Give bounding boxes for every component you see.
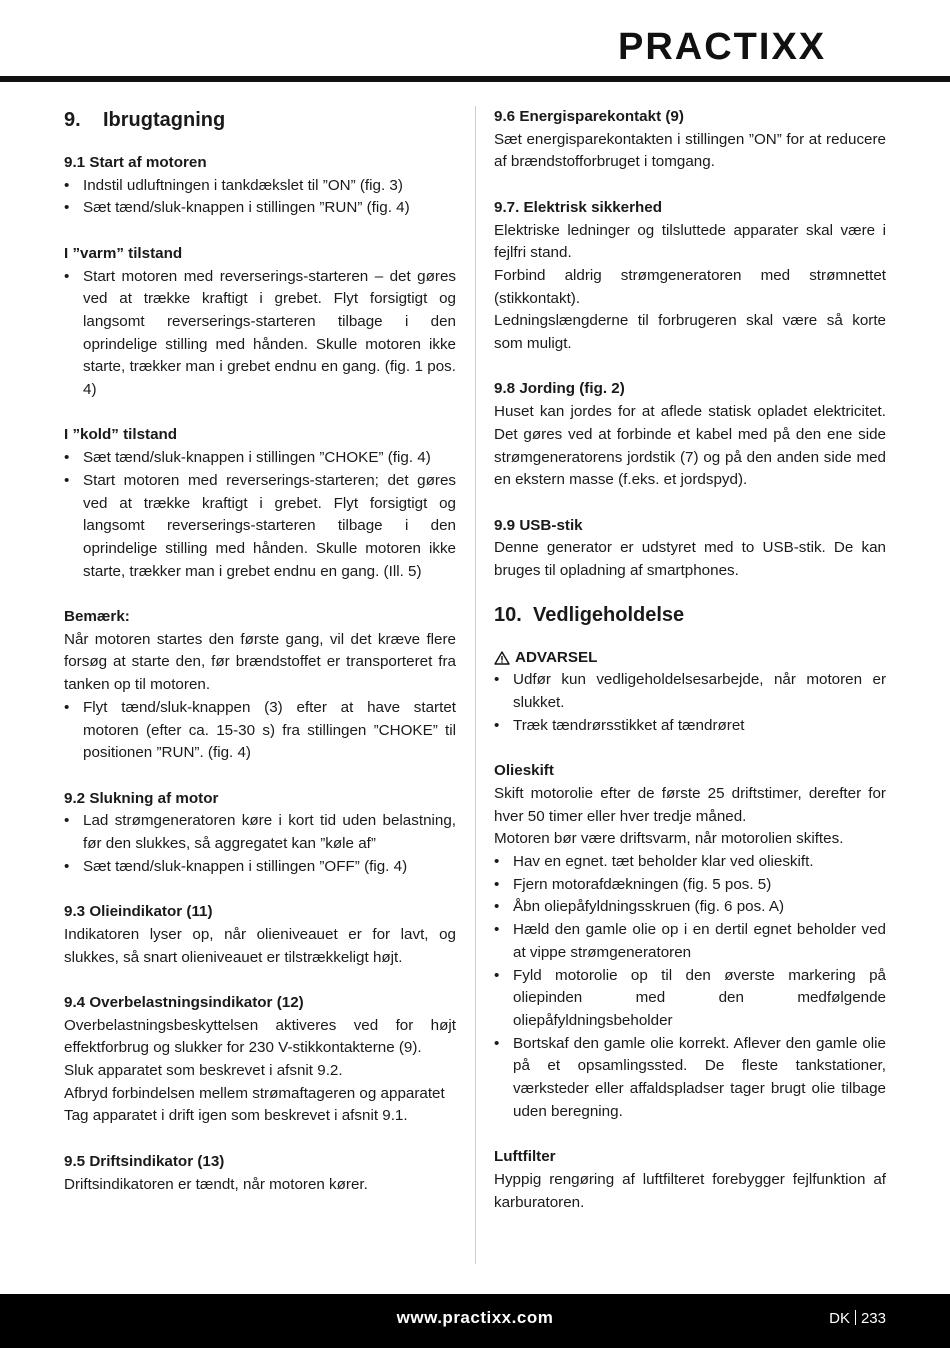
page-number <box>829 1310 886 1327</box>
list-item: • Åbn oliepåfyldningsskruen (fig. 6 pos. A) <box>494 896 886 919</box>
text-oil-p2: Motoren bør være driftsvarm, når motorolien skiftes. <box>494 830 844 848</box>
text-9-6: Sæt energisparekontakten i stillingen ”ON” for at reducere af brændstofforbruget i tomgang. <box>494 130 886 171</box>
text-9-7-p2: Forbind aldrig strømgeneratoren med strømnettet (stikkontakt). <box>494 266 886 307</box>
list-item: • Træk tændrørsstikket af tændrøret <box>494 715 886 738</box>
heading-9-2: 9.2 Slukning af motor <box>64 789 219 807</box>
list-oil <box>494 851 886 1123</box>
heading-9-1: 9.1 Start af motoren <box>64 154 207 171</box>
text-9-8: Huset kan jordes for at aflede statisk opladet elektricitet. Det gøres ved at forbinde et kabel med på den ene side strømgeneratorens jordstik (7) og på den anden side med en ekstern masse (f.eks. et jordspyd). <box>494 403 886 489</box>
text-9-7-p3: Ledningslængderne til forbrugeren skal være så korte som muligt. <box>494 312 886 353</box>
text-9-3: Indikatoren lyser op, når olieniveauet er for lavt, og slukkes, så snart olieniveauet er tilstrækkeligt højt. <box>64 925 456 966</box>
list-item: • Udfør kun vedligeholdelsesarbejde, når motoren er slukket. <box>494 669 886 714</box>
list-item: • Fjern motorafdækningen (fig. 5 pos. 5) <box>494 874 886 897</box>
list-item: • Sæt tænd/sluk-knappen i stillingen ”CHOKE” (fig. 4) <box>64 447 456 470</box>
text-9-4-p3: Afbryd forbindelsen mellem strømaftageren og apparatet <box>64 1084 445 1102</box>
footer-url[interactable]: www.practixx.com <box>396 1308 554 1327</box>
text-oil-p1: Skift motorolie efter de første 25 driftstimer, derefter for hver 50 timer eller hver tredje måned. <box>494 784 886 825</box>
text-9-4-p2: Sluk apparatet som beskrevet i afsnit 9.2. <box>64 1062 343 1080</box>
heading-oil: Olieskift <box>494 762 554 780</box>
warning-triangle-icon <box>494 651 510 665</box>
heading-warm: I ”varm” tilstand <box>64 244 183 262</box>
text-air: Hyppig rengøring af luftfilteret forebygger fejlfunktion af karburatoren. <box>494 1170 886 1211</box>
list-item: • Fyld motorolie op til den øverste markering på oliepinden med den medfølgende oliepåfyldningsbeholder <box>494 965 886 1033</box>
list-9-2 <box>64 810 456 878</box>
list-item: • Flyt tænd/sluk-knappen (3) efter at have startet motoren (efter ca. 15-30 s) fra stillingen ”CHOKE” til positionen ”RUN”. (fig. 4) <box>64 697 456 765</box>
section-10-heading: 10. Vedligeholdelse <box>494 603 685 626</box>
list-warm <box>64 266 456 402</box>
heading-9-6: 9.6 Energisparekontakt (9) <box>494 108 684 125</box>
heading-9-3: 9.3 Olieindikator (11) <box>64 903 213 921</box>
page-number-value: 233 <box>860 1310 886 1327</box>
page-separator <box>855 1310 856 1325</box>
header-rule <box>0 76 950 82</box>
heading-air: Luftfilter <box>494 1148 556 1166</box>
text-9-5: Driftsindikatoren er tændt, når motoren kører. <box>64 1175 368 1193</box>
warning-heading: ADVARSEL <box>494 647 886 670</box>
heading-9-5: 9.5 Driftsindikator (13) <box>64 1152 225 1170</box>
heading-note: Bemærk: <box>64 608 130 626</box>
list-item: • Start motoren med reverserings-starteren – det gøres ved at trække kraftigt i grebet. Flyt forsigtigt og langsomt reverserings-starteren tilbage i den oprindelige stilling med hånden. Skulle motoren ikke starte, trækker man i grebet endnu en gang. (fig. 1 pos. 4) <box>64 266 456 402</box>
heading-9-7: 9.7. Elektrisk sikkerhed <box>494 198 663 216</box>
text-9-4-p1: Overbelastningsbeskyttelsen aktiveres ved for højt effektforbrug og slukker for 230 V-stikkontakterne (9). <box>64 1016 456 1057</box>
text-9-7-p1: Elektriske ledninger og tilsluttede apparater skal være i fejlfri stand. <box>494 221 886 262</box>
list-note <box>64 697 456 765</box>
list-item: • Sæt tænd/sluk-knappen i stillingen ”OFF” (fig. 4) <box>64 856 456 879</box>
language-code: DK <box>829 1310 850 1327</box>
left-column <box>64 106 456 1196</box>
practixx-logo <box>616 14 916 76</box>
list-item: • Hav en egnet. tæt beholder klar ved olieskift. <box>494 851 886 874</box>
heading-9-9: 9.9 USB-stik <box>494 516 583 534</box>
heading-9-8: 9.8 Jording (fig. 2) <box>494 380 625 398</box>
list-item: • Start motoren med reverserings-starteren; det gøres ved at trække kraftigt i grebet. Flyt forsigtigt og langsomt reverserings-starteren tilbage i den oprindelige stilling med hånden. Skulle motoren ikke starte, trækker man i grebet endnu en gang. (Ill. 5) <box>64 470 456 584</box>
text-9-9: Denne generator er udstyret med to USB-stik. De kan bruges til opladning af smartphones. <box>494 539 886 580</box>
list-cold <box>64 447 456 583</box>
right-column <box>494 106 886 1214</box>
logo-text: PRACTIXX <box>618 26 827 68</box>
section-9-heading: 9. Ibrugtagning <box>64 109 226 131</box>
list-warning <box>494 669 886 737</box>
heading-9-4: 9.4 Overbelastningsindikator (12) <box>64 993 304 1011</box>
list-item: • Indstil udluftningen i tankdækslet til ”ON” (fig. 3) <box>64 175 456 198</box>
list-9-1 <box>64 175 456 220</box>
note-text: Når motoren startes den første gang, vil det kræve flere forsøg at starte den, før brændstoffet er transporteret fra tanken op til motoren. <box>64 630 456 694</box>
list-item: • Sæt tænd/sluk-knappen i stillingen ”RUN” (fig. 4) <box>64 197 456 220</box>
list-item: • Lad strømgeneratoren køre i kort tid uden belastning, før den slukkes, så aggregatet kan ”køle af” <box>64 810 456 855</box>
footer <box>0 1294 950 1348</box>
column-divider <box>475 106 476 1264</box>
heading-cold: I ”kold” tilstand <box>64 426 178 444</box>
text-9-4-p4: Tag apparatet i drift igen som beskrevet i afsnit 9.1. <box>64 1107 408 1125</box>
list-item: • Bortskaf den gamle olie korrekt. Aflever den gamle olie på et opsamlingssted. De fleste tankstationer, værksteder eller affaldspladser tager brugt olie tilbage uden beregning. <box>494 1033 886 1124</box>
list-item: • Hæld den gamle olie op i en dertil egnet beholder ved at vippe strømgeneratoren <box>494 919 886 964</box>
